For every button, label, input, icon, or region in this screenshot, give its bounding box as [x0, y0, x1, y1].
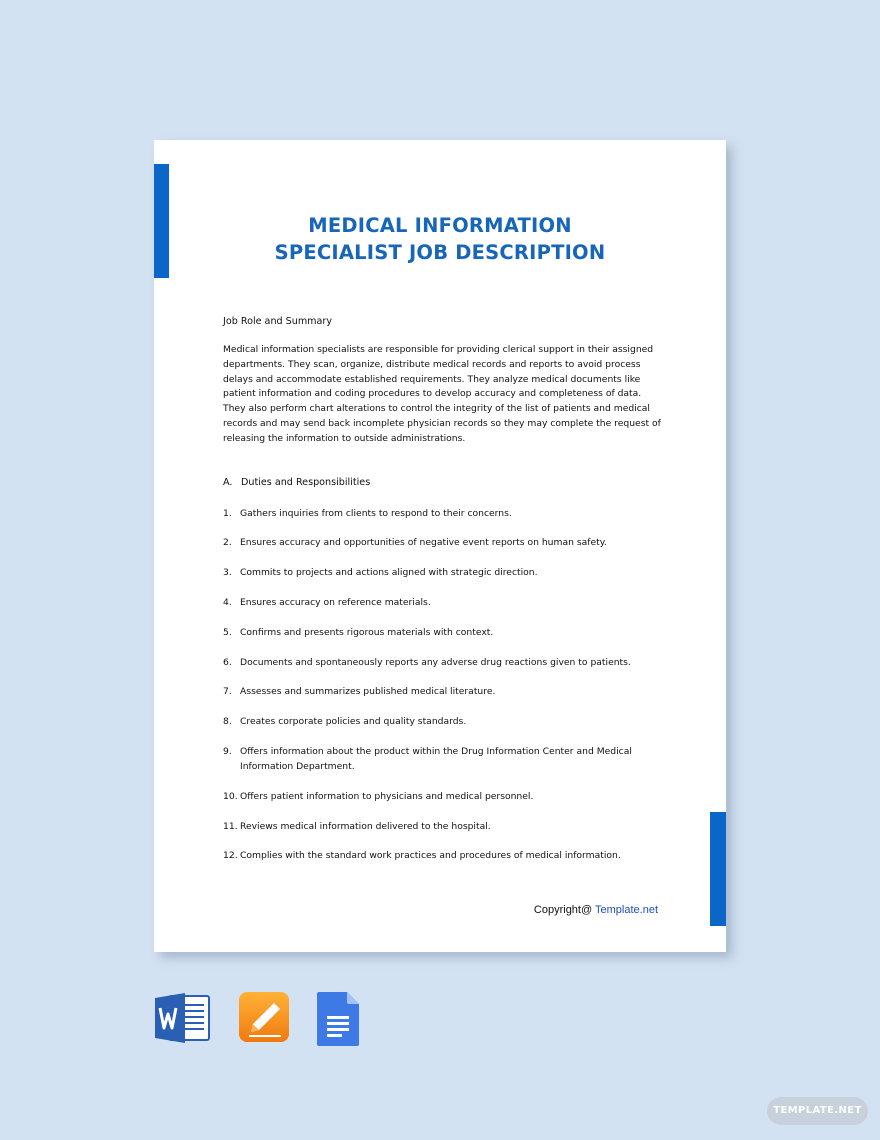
duty-number: 10.: [223, 790, 238, 802]
duty-number: 5.: [223, 626, 232, 638]
word-icon[interactable]: [155, 992, 211, 1049]
duty-text: Gathers inquiries from clients to respond to their concerns.: [240, 507, 512, 519]
duties-heading-text: Duties and Responsibilities: [241, 476, 371, 488]
duty-text: Offers patient information to physicians and medical personnel.: [240, 790, 534, 802]
duty-item: [223, 819, 663, 834]
duty-number: 6.: [223, 656, 232, 668]
duty-number: 2.: [223, 537, 232, 549]
google-docs-icon[interactable]: [317, 992, 361, 1051]
duty-text: Creates corporate policies and quality standards.: [240, 716, 467, 728]
duty-number: 11.: [223, 820, 238, 832]
duty-item: [223, 848, 663, 863]
document-page: [154, 140, 726, 952]
duty-item: [223, 535, 663, 550]
role-heading: Job Role and Summary: [223, 316, 333, 327]
duty-number: 9.: [223, 745, 232, 757]
title-line-1: MEDICAL INFORMATION: [308, 214, 572, 237]
duty-item: [223, 595, 663, 610]
title-line-2: SPECIALIST JOB DESCRIPTION: [274, 241, 606, 264]
document-title: [154, 212, 726, 266]
duty-text: Ensures accuracy and opportunities of negative event reports on human safety.: [240, 537, 607, 549]
template-net-badge[interactable]: TEMPLATE.NET: [767, 1097, 868, 1125]
duty-number: 8.: [223, 716, 232, 728]
copyright: [534, 904, 658, 916]
duty-text: Complies with the standard work practices and procedures of medical information.: [240, 850, 621, 862]
copyright-prefix: Copyright@: [533, 904, 593, 916]
duty-item: [223, 684, 663, 699]
duty-text: Offers information about the product within the Drug Information Center and Medical Information Department.: [240, 745, 632, 772]
duty-item: [223, 655, 663, 670]
duty-item: [223, 789, 663, 804]
duty-text: Commits to projects and actions aligned with strategic direction.: [240, 567, 538, 579]
duty-item: [223, 625, 663, 640]
duty-number: 7.: [223, 686, 232, 698]
right-accent-bar: [710, 812, 726, 926]
duty-text: Documents and spontaneously reports any adverse drug reactions given to patients.: [240, 656, 631, 668]
document-body: [223, 316, 663, 878]
duty-number: 3.: [223, 567, 232, 579]
duty-text: Reviews medical information delivered to the hospital.: [240, 820, 491, 832]
duty-text: Ensures accuracy on reference materials.: [240, 596, 431, 608]
pages-icon[interactable]: [239, 992, 291, 1049]
copyright-brand: Template.net: [595, 904, 658, 916]
duty-item: [223, 714, 663, 729]
duty-text: Confirms and presents rigorous materials with context.: [240, 626, 494, 638]
duty-number: 1.: [223, 507, 232, 519]
duty-text: Assesses and summarizes published medical literature.: [240, 686, 496, 698]
summary-paragraph: Medical information specialists are responsible for providing clerical support in their assigned departments. They scan, organize, distribute medical records and reports to avoid process delays and accommodate established requirements. They analyze medical documents like patient information and coding procedures to develop accuracy and completeness of data. They also perform chart alterations to control the integrity of the list of patients and medical records and may send back incomplete physician records so they may complete the request of releasing the information to outside administrations.: [223, 344, 661, 444]
duty-item: [223, 565, 663, 580]
duty-item: [223, 506, 663, 521]
duties-letter: A.: [223, 476, 233, 488]
duties-heading: [223, 477, 663, 488]
duty-number: 4.: [223, 596, 232, 608]
duty-number: 12.: [223, 850, 238, 862]
duty-item: [223, 744, 663, 774]
duties-list: [223, 506, 663, 864]
